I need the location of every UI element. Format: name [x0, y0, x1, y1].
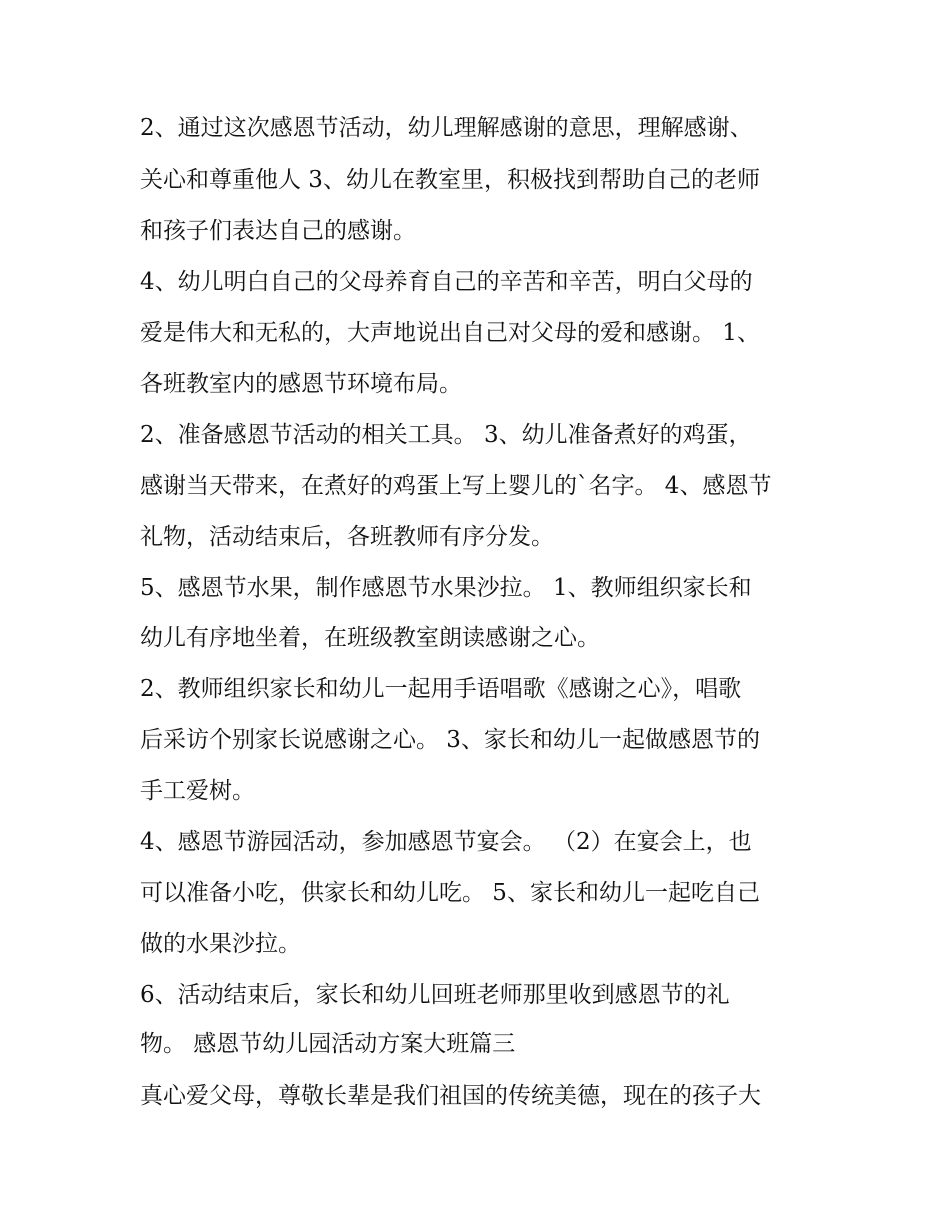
text-line: 后采访个别家长说感谢之心。 3、家长和幼儿一起做感恩节的: [140, 727, 760, 753]
text-line: 真心爱父母，尊敬长辈是我们祖国的传统美德，现在的孩子大: [140, 1083, 761, 1109]
text-line: 手工爱树。: [140, 778, 255, 804]
text-line: 做的水果沙拉。: [140, 931, 301, 957]
text-line: 关心和尊重他人 3、幼儿在教室里，积极找到帮助自己的老师: [140, 167, 760, 193]
text-line: 爱是伟大和无私的，大声地说出自己对父母的爱和感谢。 1、: [140, 320, 760, 346]
text-line: 物。 感恩节幼儿园活动方案大班篇三: [140, 1031, 516, 1057]
text-line: 感谢当天带来，在煮好的鸡蛋上写上婴儿的`名字。 4、感恩节: [140, 473, 772, 499]
text-line: 幼儿有序地坐着，在班级教室朗读感谢之心。: [140, 625, 600, 651]
text-line: 可以准备小吃，供家长和幼儿吃。 5、家长和幼儿一起吃自己: [140, 880, 760, 906]
text-line: 2、准备感恩节活动的相关工具。 3、幼儿准备煮好的鸡蛋，: [140, 422, 752, 448]
text-line: 2、教师组织家长和幼儿一起用手语唱歌《感谢之心》，唱歌: [140, 676, 742, 702]
text-line: 4、幼儿明白自己的父母养育自己的辛苦和辛苦，明白父母的: [140, 269, 753, 295]
text-line: 5、感恩节水果，制作感恩节水果沙拉。 1、教师组织家长和: [140, 575, 752, 601]
text-line: 各班教室内的感恩节环境布局。: [140, 371, 462, 397]
text-line: 6、活动结束后，家长和幼儿回班老师那里收到感恩节的礼: [140, 982, 730, 1008]
text-line: 4、感恩节游园活动，参加感恩节宴会。 （2）在宴会上，也: [140, 829, 752, 855]
text-line: 2、通过这次感恩节活动，幼儿理解感谢的意思，理解感谢、: [140, 115, 753, 141]
text-line: 和孩子们表达自己的感谢。: [140, 218, 416, 244]
text-line: 礼物，活动结束后，各班教师有序分发。: [140, 524, 554, 550]
